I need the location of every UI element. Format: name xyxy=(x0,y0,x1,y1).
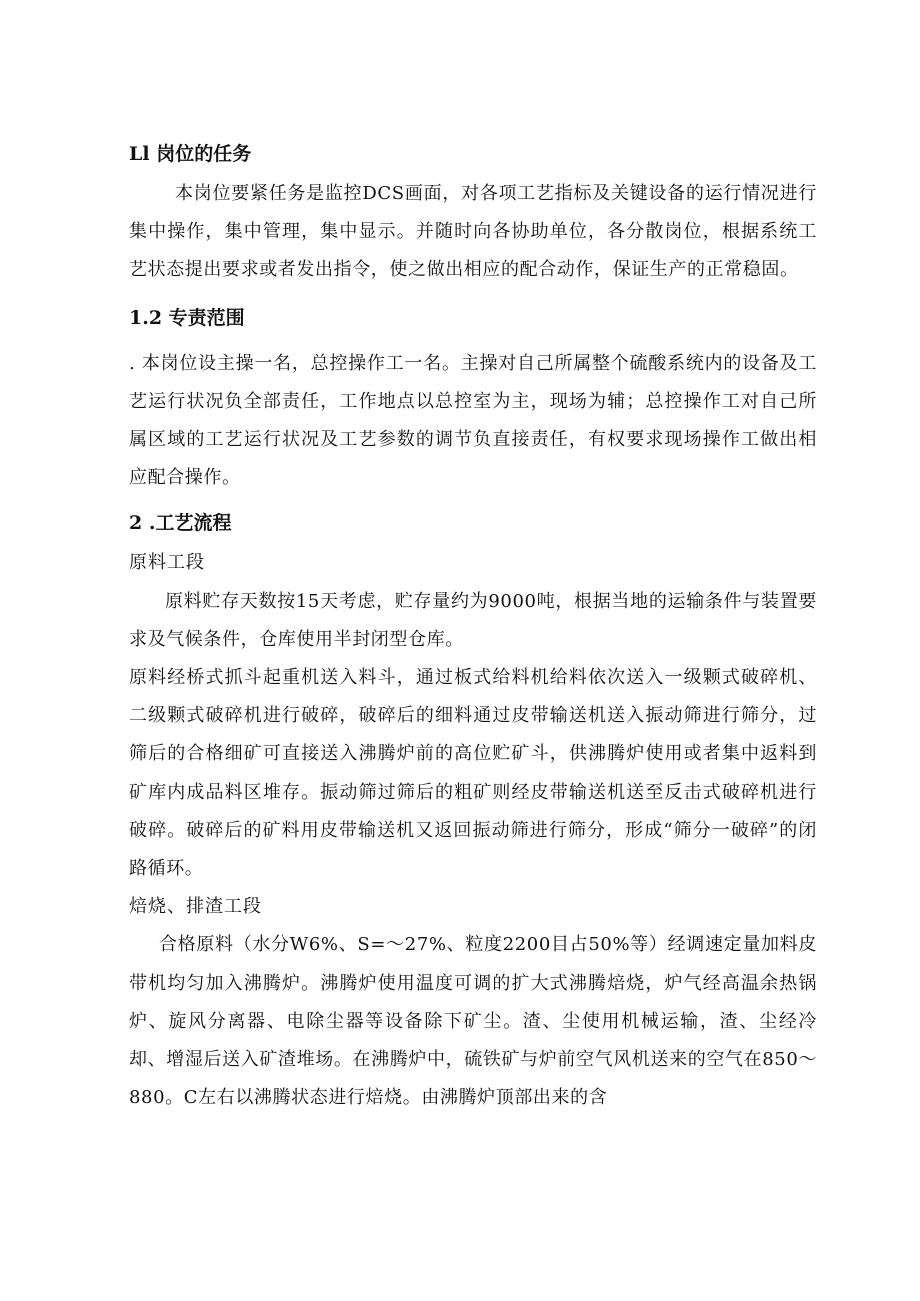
paragraph-raw-material-crushing: 原料经桥式抓斗起重机送入料斗，通过板式给料机给料依次送入一级颗式破碎机、二级颗式破碎机进行破碎，破碎后的细料通过皮带输送机送入振动筛进行筛分，过筛后的合格细矿可直接送入沸腾炉前的高位贮矿斗，供沸腾炉使用或者集中返料到矿库内成品料区堆存。振动筛过筛后的粗矿则经皮带输送机送至反击式破碎机进行破碎。破碎后的矿料用皮带输送机又返回振动筛进行筛分，形成“筛分一破碎”的闭路循环。 xyxy=(129,667,817,880)
paragraph-roasting: 合格原料（水分W6%、S=〜27%、粒度2200目占50%等）经调速定量加料皮带机均匀加入沸腾炉。沸腾炉使用温度可调的扩大式沸腾焙烧，炉气经高温余热锅炉、旋风分离器、电除尘器等设备除下矿尘。渣、尘使用机械运输，渣、尘经冷却、增湿后送入矿渣堆场。在沸腾炉中，硫铁矿与炉前空气风机送来的空气在850〜880。C左右以沸腾状态进行焙烧。由沸腾炉顶部出来的含 xyxy=(129,934,817,1109)
paragraph-raw-material-storage: 原料贮存天数按15天考虑，贮存量约为9000吨，根据当地的运输条件与装置要求及气候条件，仓库使用半封闭型仓库。 xyxy=(129,590,817,650)
document-body xyxy=(129,132,817,1117)
section-heading-responsibility: 1.2 专责范围 xyxy=(129,306,245,329)
paragraph-post-tasks: 本岗位要紧任务是监控DCS画面，对各项工艺指标及关键设备的运行情况进行集中操作，集中管理，集中显示。并随时向各协助单位，各分散岗位，根据系统工艺状态提出要求或者发出指令，使之做出相应的配合动作，保证生产的正常稳固。 xyxy=(129,183,817,281)
subsection-label-raw-material: 原料工段 xyxy=(129,552,205,574)
section-heading-process-flow: 2 .工艺流程 xyxy=(129,512,232,535)
subsection-label-roasting: 焙烧、排渣工段 xyxy=(129,896,262,918)
section-heading-post-tasks: Ll 岗位的任务 xyxy=(129,143,252,165)
paragraph-responsibility: . 本岗位设主操一名，总控操作工一名。主操对自己所属整个硫酸系统内的设备及工艺运行状况负全部责任，工作地点以总控室为主，现场为辅；总控操作工对自己所属区域的工艺运行状况及工艺参数的调节负直接责任，有权要求现场操作工做出相应配合操作。 xyxy=(129,352,817,489)
